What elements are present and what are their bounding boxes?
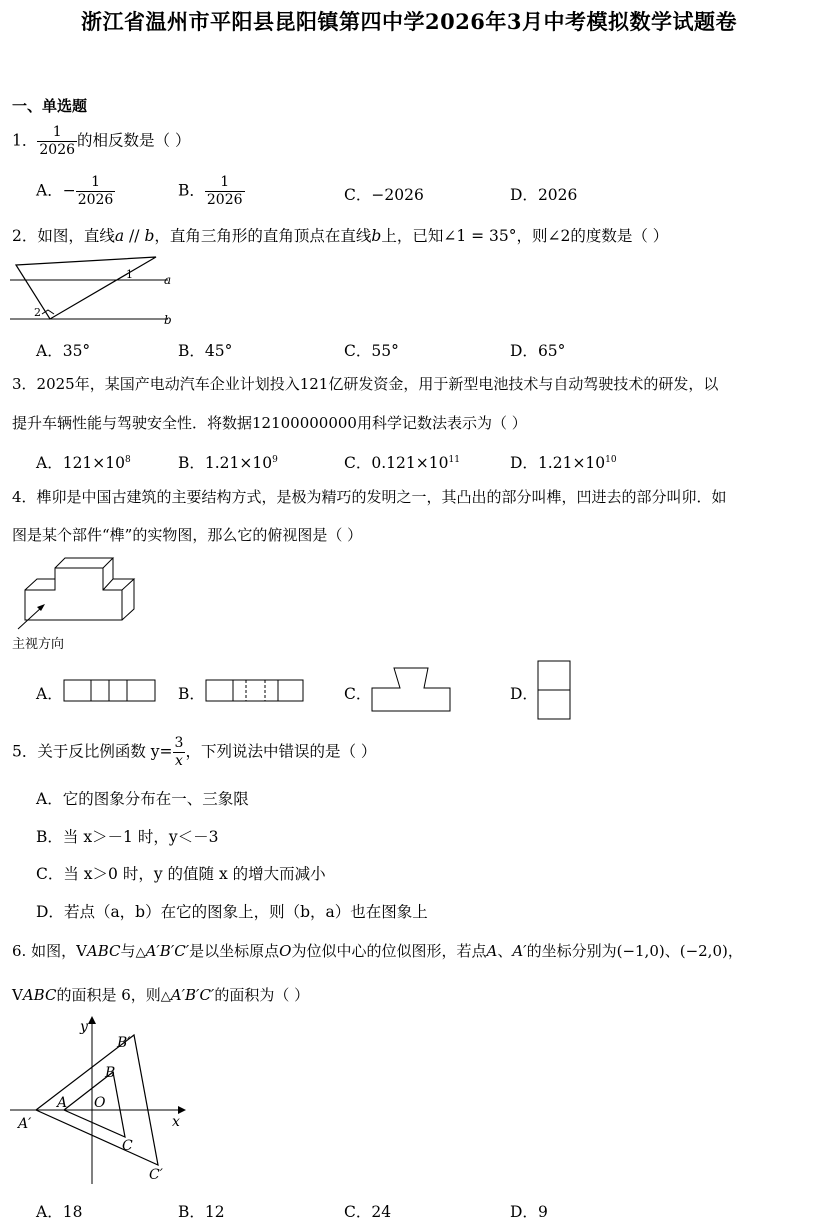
option-value: 当 x＞0 时，y 的值随 x 的增大而减小 [63, 865, 326, 883]
frac-num: 1 [76, 174, 116, 192]
q5-option-b [36, 825, 218, 847]
q4-option-b-label: B． [178, 685, 205, 703]
label-b: b [164, 313, 172, 326]
option-value: 当 x＞－1 时，y＜－3 [62, 828, 219, 846]
frac-num: 3 [174, 735, 184, 751]
q1-option-c [344, 183, 424, 205]
q2-text: ，直角三角形的直角顶点在直线 [154, 227, 372, 245]
q6-text: V [12, 986, 23, 1004]
option-exponent: 10 [605, 454, 617, 465]
q6-option-a [36, 1200, 82, 1222]
question-3-line-1: 3．2025年，某国产电动汽车企业计划投入121亿研发资金，用于新型电池技术与自动驾驶技术的研发，以 [12, 375, 719, 393]
option-value: 65° [537, 342, 566, 360]
direction-arrow [18, 607, 42, 629]
label-a: A [57, 1095, 68, 1111]
q6-option-c [344, 1200, 391, 1222]
q6-sep: 、 [497, 942, 513, 960]
option-value: 2026 [537, 186, 578, 204]
q6-option-b [178, 1200, 225, 1222]
q4-option-b-figure [205, 679, 305, 703]
q6-coords: (−1,0)、(−2,0) [616, 942, 728, 960]
label-a-prime: A′ [18, 1116, 32, 1132]
q2-option-c [344, 339, 399, 361]
q3-option-d [510, 451, 617, 473]
label-c: C [122, 1138, 133, 1154]
section-heading: 一、单选题 [12, 97, 88, 115]
q4-option-c-figure [371, 666, 453, 714]
option-value: 12 [204, 1203, 225, 1221]
frac-den: x [175, 753, 183, 769]
front-face [25, 568, 122, 620]
question-6-line-2 [12, 985, 309, 1007]
q6-text: ， [727, 942, 743, 960]
q6-abc: ABC [22, 986, 57, 1004]
option-label: B． [36, 828, 63, 846]
q4-option-d-label: D． [510, 685, 538, 703]
q6-text: 的面积是 6，则 [56, 986, 161, 1004]
option-exponent: 8 [125, 454, 131, 465]
q4-caption: 主视方向 [12, 637, 65, 652]
q6-text: 与 [120, 942, 136, 960]
option-fraction [205, 174, 245, 209]
q6-point-a: A [486, 942, 498, 960]
option-label: D． [510, 454, 538, 472]
q6-triangle-symbol: △ [160, 989, 171, 1004]
right-top [103, 579, 134, 590]
angle-1-label: 1 [126, 268, 133, 281]
question-2 [12, 226, 668, 246]
option-exponent: 11 [448, 454, 460, 465]
q6-text: 的坐标分别为 [526, 942, 617, 960]
q1-fraction [37, 124, 77, 159]
option-label: A． [36, 454, 63, 472]
q6-text: 为位似中心的位似图形，若点 [291, 942, 487, 960]
q1-number: 1． [12, 131, 38, 150]
q1-option-d [510, 183, 577, 205]
q2-var-a: a [114, 227, 125, 245]
q2-text: 2．如图，直线 [12, 227, 115, 245]
option-label: C． [344, 1203, 372, 1221]
option-label: A． [36, 181, 63, 200]
option-value: −2026 [371, 186, 424, 204]
q1-frac-num: 1 [37, 124, 77, 142]
q5-text: ，下列说法中错误的是（ ） [185, 742, 377, 761]
q5-text: 5．关于反比例函数 y= [12, 742, 173, 761]
angle-2-label: 2 [34, 306, 41, 319]
q1-option-a [36, 174, 115, 209]
option-value: 若点（a，b）在它的图象上，则（b，a）也在图象上 [63, 903, 428, 921]
option-label: A． [36, 1203, 63, 1221]
q4-option-c-label: C． [344, 685, 372, 703]
question-4-line-1: 4．榫卯是中国古建筑的主要结构方式，是极为精巧的发明之一，其凸出的部分叫榫，凹进去的部分叫卯．如 [12, 488, 727, 506]
q2-var-b: b [371, 227, 382, 245]
q2-parallel: // [124, 227, 145, 245]
page-title: 浙江省温州市平阳县昆阳镇第四中学2026年3月中考模拟数学试题卷 [80, 9, 738, 34]
q2-text: 上，已知∠1 = 35°，则∠2的度数是（ ） [381, 227, 669, 245]
label-b-prime: B′ [117, 1035, 131, 1051]
question-6-line-1 [12, 941, 743, 963]
frac-den: 2026 [77, 192, 114, 208]
option-label: A． [36, 342, 63, 360]
label-a: a [164, 273, 172, 287]
q2-figure [8, 254, 178, 326]
option-sign: − [62, 181, 76, 200]
q6-aprime: A′B′C′ [145, 942, 190, 960]
option-base: 1.21×10 [204, 454, 273, 472]
option-label: C． [344, 342, 372, 360]
option-value: 24 [371, 1203, 392, 1221]
q5-option-d [36, 900, 428, 922]
q2-option-d [510, 339, 565, 361]
label-b: B [105, 1065, 116, 1081]
q2-var-b: b [144, 227, 155, 245]
q2-option-b [178, 339, 232, 361]
q6-text: 的面积为（ ） [214, 986, 310, 1004]
q4-option-a-label: A． [36, 685, 63, 703]
option-label: B． [178, 1203, 205, 1221]
option-label: D． [510, 342, 538, 360]
y-arrow [88, 1016, 96, 1024]
option-label: D． [510, 186, 538, 204]
option-base: 121×10 [62, 454, 125, 472]
question-3-line-2: 提升车辆性能与驾驶安全性．将数据12100000000用科学记数法表示为（ ） [12, 414, 527, 432]
left-top [25, 579, 55, 590]
q4-tenon-figure [10, 555, 145, 630]
q1-frac-den: 2026 [39, 142, 76, 158]
frac-num: 1 [205, 174, 245, 192]
q5-option-c [36, 862, 326, 884]
option-value: 它的图象分布在一、三象限 [62, 790, 249, 808]
q6-figure [8, 1014, 198, 1189]
option-base: 1.21×10 [537, 454, 606, 472]
q5-fraction [173, 735, 186, 770]
frac-den: 2026 [206, 192, 243, 208]
q1-option-b [178, 174, 245, 209]
q6-point-aprime: A′ [512, 942, 527, 960]
q6-o: O [279, 942, 292, 960]
q6-option-d [510, 1200, 548, 1222]
option-label: A． [36, 790, 63, 808]
option-value: 35° [62, 342, 91, 360]
q3-option-c [344, 451, 460, 473]
q3-option-a [36, 451, 131, 473]
option-label: C． [344, 186, 372, 204]
right-angle-mark [42, 310, 54, 314]
label-o: O [94, 1095, 106, 1111]
option-label: D． [510, 1203, 538, 1221]
label-x: x [172, 1114, 180, 1130]
label-c-prime: C′ [149, 1167, 163, 1183]
question-5 [12, 735, 376, 770]
q1-text: 的相反数是（ ） [77, 131, 191, 150]
option-value: 9 [537, 1203, 548, 1221]
q5-option-a [36, 787, 249, 809]
x-arrow [178, 1106, 186, 1114]
option-label: B． [178, 342, 205, 360]
q6-abc: ABC [86, 942, 121, 960]
option-label: D． [36, 903, 64, 921]
option-label: B． [178, 181, 205, 200]
q2-option-a [36, 339, 90, 361]
question-4-line-2: 图是某个部件“榫”的实物图，那么它的俯视图是（ ） [12, 526, 363, 544]
q6-aprime: A′B′C′ [170, 986, 215, 1004]
option-base: 0.121×10 [371, 454, 449, 472]
q6-text: 是以坐标原点 [189, 942, 280, 960]
q6-text: 6. 如图，V [12, 942, 87, 960]
q6-triangle-symbol: △ [135, 945, 146, 960]
option-value: 45° [204, 342, 233, 360]
label-y: y [80, 1019, 88, 1035]
tenon-top [55, 558, 113, 568]
option-label: C． [36, 865, 64, 883]
q4-option-a-figure [63, 679, 157, 703]
question-1 [12, 124, 190, 159]
option-value: 55° [371, 342, 399, 360]
option-label: B． [178, 454, 205, 472]
option-label: C． [344, 454, 372, 472]
q3-option-b [178, 451, 278, 473]
q4-option-d-figure [537, 660, 573, 722]
option-fraction [76, 174, 116, 209]
option-value: 18 [62, 1203, 83, 1221]
option-exponent: 9 [272, 454, 278, 465]
